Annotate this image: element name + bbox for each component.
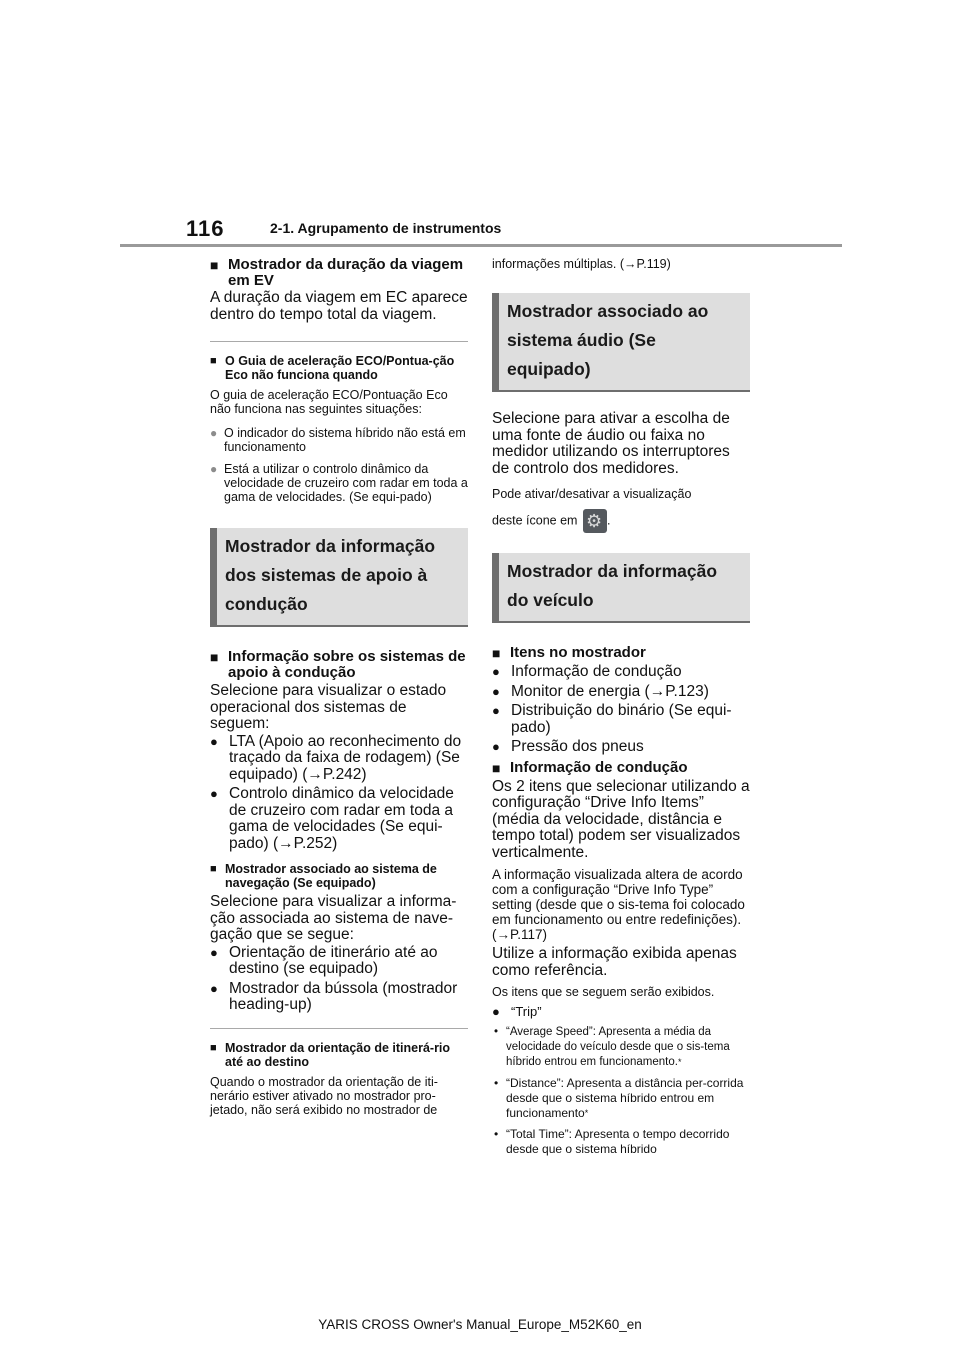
assist-heading: ■ Informação sobre os sistemas de apoio à condução	[210, 649, 468, 681]
divider	[210, 341, 468, 342]
footer: YARIS CROSS Owner's Manual_Europe_M52K60_en	[318, 1317, 642, 1332]
eco-heading: ■ O Guia de aceleração ECO/Pontua-ção Eco não funciona quando	[210, 354, 468, 382]
left-column	[210, 257, 468, 1117]
continued-text: informações múltiplas. (→P.119)	[492, 257, 671, 271]
drive-text: Os 2 itens que selecionar utilizando a configuração “Drive Info Items” (média da velocidade, distância e tempo total) podem ser visualizados verticalmente.	[492, 777, 750, 861]
vehicle-info-box: Mostrador da informação do veículo	[492, 553, 750, 623]
drive-note: A informação visualizada altera de acordo com a configuração “Drive Info Type” setting (desde que o sis-tema foi colocado em funcionamento ou entre redefinições). (→P.117)	[492, 867, 745, 942]
item: ● Pressão dos pneus	[492, 739, 750, 756]
assist-bullet: ● Controlo dinâmico da velocidade de cruzeiro com radar em toda a gama de velocidades (Se equi-pado) (→P.252)	[210, 786, 468, 852]
driving-assist-box: Mostrador da informação dos sistemas de apoio à condução	[210, 528, 468, 627]
audio-note: Pode ativar/desativar a visualização	[492, 487, 692, 501]
gear-icon	[583, 509, 607, 533]
nav-bullet: ● Orientação de itinerário até ao destino (se equipado)	[210, 945, 468, 978]
page-number: 116	[186, 216, 225, 241]
nav-heading: ■ Mostrador associado ao sistema de navegação (Se equipado)	[210, 862, 468, 890]
route-heading: ■ Mostrador da orientação de itinerá-rio até ao destino	[210, 1041, 468, 1069]
audio-note-end: .	[606, 513, 611, 528]
trip-item: • “Total Time”: Apresenta o tempo decorrido desde que o sistema híbrido	[492, 1127, 750, 1157]
section-title: 2-1. Agrupamento de instrumentos	[270, 220, 502, 236]
audio-text: Selecione para ativar a escolha de uma fonte de áudio ou faixa no medidor utilizando os interruptores de controlo dos medidores.	[492, 410, 730, 477]
trip-item	[492, 1076, 750, 1121]
item: ● Distribuição do binário (Se equi-pado)	[492, 703, 750, 736]
trip-label: ● “Trip”	[492, 1005, 750, 1019]
ev-text: A duração da viagem em EC aparece dentro do tempo total da viagem.	[210, 289, 468, 323]
header-divider	[120, 244, 842, 247]
footnote-mark: *	[677, 1057, 682, 1067]
trip-item-text: “Distance”: Apresenta a distância per-corrida desde que o sistema híbrido entrou em funcionamento	[506, 1076, 744, 1120]
assist-text: Selecione para visualizar o estado operacional dos sistemas de seguem:	[210, 682, 447, 732]
ev-heading: ■ Mostrador da duração da viagem em EV	[210, 257, 468, 289]
assist-bullet: ● LTA (Apoio ao reconhecimento do traçado da faixa de rodagem) (Se equipado) (→P.242)	[210, 734, 468, 784]
divider	[210, 1028, 468, 1029]
item: ● Monitor de energia (→P.123)	[492, 684, 750, 701]
right-column	[492, 257, 750, 1157]
nav-text: Selecione para visualizar a informa-ção associada ao sistema de nave-gação que se segue:	[210, 893, 457, 943]
shown-text: Os itens que se seguem serão exibidos.	[492, 985, 715, 999]
eco-bullet: ● O indicador do sistema híbrido não está em funcionamento	[210, 426, 468, 454]
audio-box: Mostrador associado ao sistema áudio (Se equipado)	[492, 293, 750, 392]
eco-intro: O guia de aceleração ECO/Pontuação Eco não funciona nas seguintes situações:	[210, 388, 448, 416]
audio-note-text: deste ícone em	[492, 513, 578, 528]
footnote-mark: *	[584, 1108, 589, 1118]
nav-bullet: ● Mostrador da bússola (mostrador heading-up)	[210, 981, 468, 1014]
audio-note-line2	[492, 509, 750, 533]
drive-heading: ■ Informação de condução	[492, 760, 750, 776]
items-heading: ■ Itens no mostrador	[492, 645, 750, 661]
trip-item	[492, 1025, 750, 1070]
item: ● Informação de condução	[492, 664, 750, 681]
eco-bullet: ● Está a utilizar o controlo dinâmico da velocidade de cruzeiro com radar em toda a gama de velocidades. (Se equi-pado)	[210, 462, 468, 504]
trip-item-text: “Average Speed”: Apresenta a média da velocidade do veículo desde que o sis-tema híbrido entrou em funcionamento.	[506, 1026, 730, 1068]
reference-text: Utilize a informação exibida apenas como referência.	[492, 945, 737, 979]
route-text: Quando o mostrador da orientação de iti-nerário estiver ativado no mostrador pro-jetado, não será exibido no mostrador de	[210, 1074, 438, 1117]
